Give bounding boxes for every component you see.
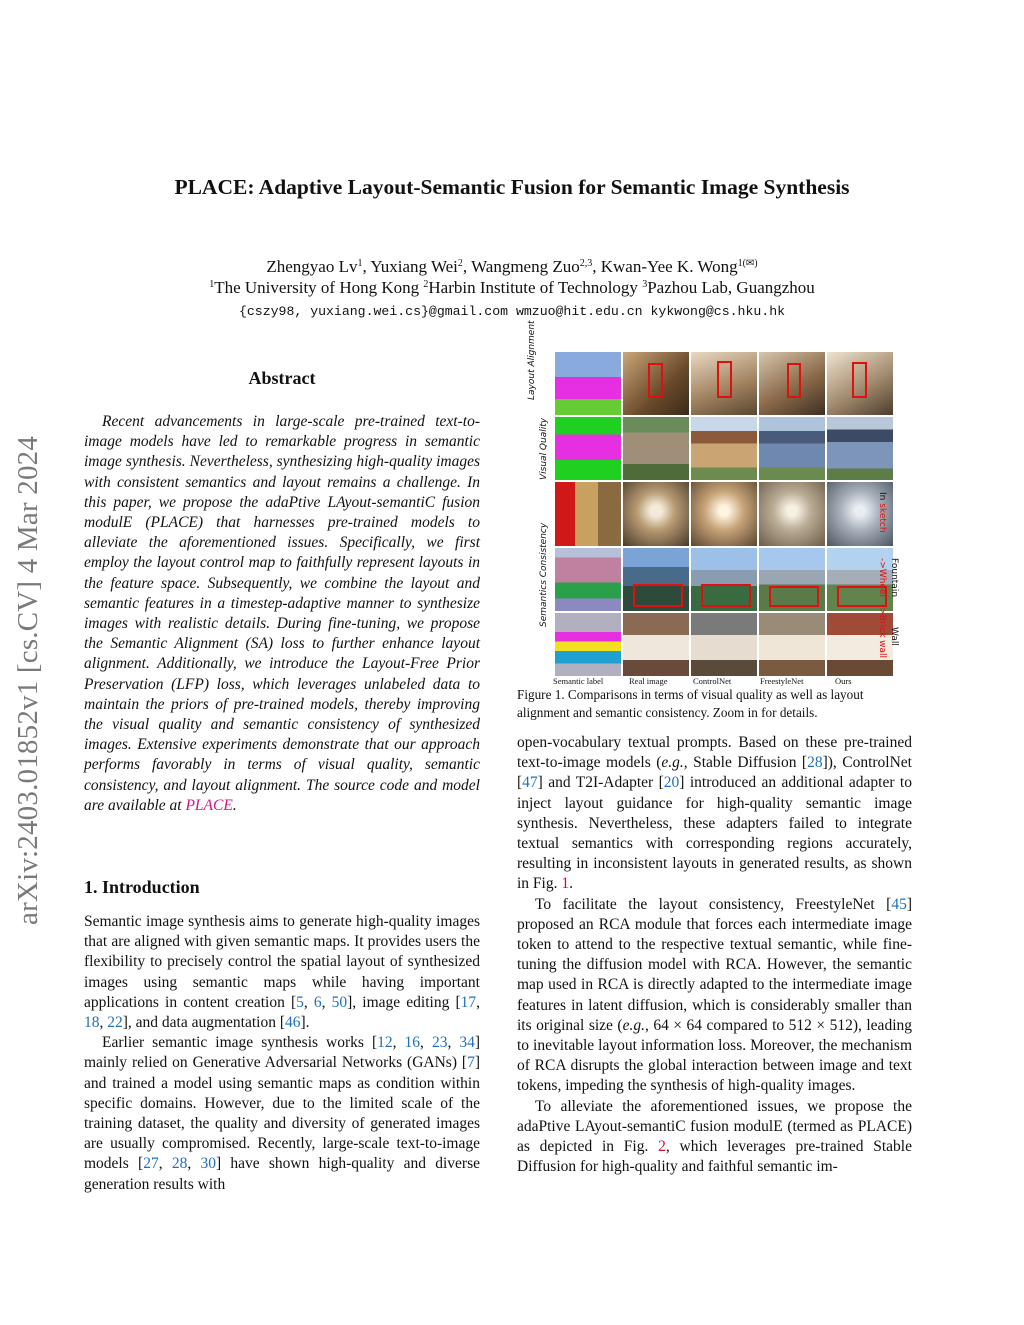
paragraph: Earlier semantic image synthesis works [12, 16, 23, 34] mainly relied on Generative Adversarial Networks (GANs) [7] and trained a model using semantic maps as condition within specific domains. However, due to the limited scale of the training dataset, the quality and diversity of generated images are usually compromised. Recently, large-scale text-to-image models [27, 28, 30] have shown high-quality and diverse generation results with: [84, 1034, 481, 1193]
image-tile: [691, 352, 757, 415]
image-tile: [759, 613, 825, 676]
figure-link[interactable]: 1: [561, 875, 570, 893]
column-label: ControlNet: [693, 676, 732, 686]
paragraph: Semantic image synthesis aims to generate high-quality images that are aligned with given semantic maps. It provides users the flexibility to precisely control the spatial layout of synthesized images using semantic maps while having important applications in content creation [5, 6, 50], image editing [17, 18, 22], and data augmentation [46].: [84, 913, 480, 1032]
paragraph: open-vocabulary textual prompts. Based on these pre-trained text-to-image models (e.g., Stable Diffusion [28]), ControlNet [47] and T2I-Adapter [20] introduced an additional adapter to inject layout guidance for high-quality semantic image synthesis. Nevertheless, these adapters failed to integrate textual semantics with corresponding regions accurately, resulting in inconsistent layouts in generated results, as shown in Fig. 1.: [517, 734, 912, 893]
citation-link[interactable]: 5: [296, 993, 304, 1011]
semantic-map-tile: [555, 417, 621, 480]
edit-label: ->Wheel: [877, 558, 887, 597]
author-emails: {cszy98, yuxiang.wei.cs}@gmail.com wmzuo@hit.edu.cn kykwong@cs.hku.hk: [238, 304, 786, 319]
introduction-body: [84, 912, 480, 1195]
image-tile: [759, 417, 825, 480]
image-tile: [623, 548, 689, 611]
figure-link[interactable]: 2: [658, 1138, 666, 1156]
row-label: Semantics Consistency: [539, 522, 549, 627]
citation-link[interactable]: 27: [143, 1155, 159, 1173]
author-name: Kwan-Yee K. Wong: [600, 257, 738, 276]
row-label: Layout Alignment: [527, 320, 537, 400]
citation-link[interactable]: 46: [285, 1014, 301, 1032]
citation-link[interactable]: 17: [460, 993, 477, 1011]
author-name: Zhengyao Lv: [266, 257, 358, 276]
citation-link[interactable]: 50: [331, 993, 348, 1011]
abstract-body: Recent advancements in large-scale pre-trained text-to-image models have led to remarkable progress in semantic image synthesis. Nevertheless, synthesizing high-quality images with consistent semantics and layout remains a challenge. In this paper, we propose the adaPtive LAyout-semantiC fusion modulE (PLACE) that harnesses pre-trained models to alleviate the aforementioned issues. Specifically, we first employ the layout control map to faithfully represent layouts in the feature space. Subsequently, we combine the layout and semantic features in a timestep-adaptive manner to synthesize images with realistic details. During fine-tuning, we propose the Semantic Alignment (SA) loss to further enhance layout alignment. Additionally, we introduce the Layout-Free Prior Preservation (LFP) loss, which leverages unlabeled data to maintain the priors of pre-trained models, thereby improving the visual quality and semantic consistency of synthesized images. Extensive experiments demonstrate that our approach performs favorably in terms of visual quality, semantic consistency, and layout alignment. The source code and model are available at PLACE.: [84, 413, 480, 814]
image-tile: [827, 417, 893, 480]
citation-link[interactable]: 12: [377, 1034, 393, 1052]
author-name: Wangmeng Zuo: [471, 257, 580, 276]
image-tile: [759, 482, 825, 545]
citation-link[interactable]: 20: [663, 774, 680, 792]
edit-label: Fountain: [889, 558, 899, 598]
comparison-grid: [555, 352, 893, 676]
image-tile: [827, 352, 893, 415]
author-name: Yuxiang Wei: [370, 257, 458, 276]
citation-link[interactable]: 6: [313, 993, 322, 1011]
column-label: Ours: [835, 676, 852, 686]
image-tile: [691, 548, 757, 611]
arxiv-stamp: arXiv:2403.01852v1 [cs.CV] 4 Mar 2024: [12, 435, 44, 925]
edit-label: In sketch: [877, 492, 887, 533]
citation-link[interactable]: 30: [200, 1155, 216, 1173]
citation-link[interactable]: 34: [459, 1034, 475, 1052]
column-label: FreestyleNet: [760, 676, 804, 686]
semantic-map-tile: [555, 613, 621, 676]
citation-link[interactable]: 47: [522, 774, 538, 792]
image-tile: [759, 352, 825, 415]
citation-link[interactable]: 28: [171, 1155, 188, 1173]
paragraph: To alleviate the aforementioned issues, we propose the adaPtive LAyout-semantiC fusion modulE (termed as PLACE) as depicted in Fig. 2, which leverages pre-trained Stable Diffusion for high-quality and faithful semantic im-: [517, 1097, 912, 1176]
figure-caption: Figure 1. Comparisons in terms of visual quality as well as layout alignment and semantic consistency. Zoom in for details.: [517, 687, 864, 720]
column-label: Real image: [629, 676, 668, 686]
citation-link[interactable]: 28: [807, 754, 823, 772]
citation-link[interactable]: 18: [84, 1014, 100, 1032]
edit-label: Wall: [889, 627, 899, 646]
image-tile: [623, 352, 689, 415]
abstract-heading: Abstract: [248, 368, 316, 388]
image-tile: [691, 613, 757, 676]
right-column-body: [517, 733, 912, 1177]
semantic-map-tile: [555, 352, 621, 415]
semantic-map-tile: [555, 548, 621, 611]
paragraph: To facilitate the layout consistency, FreestyleNet [45] proposed an RCA module that forces each intermediate image token to attend to the respective textual semantic, while fine-tuning the diffusion model with RCA. However, the semantic map used in RCA is directly adapted to the intermediate image features in latent diffusion, which is considerably smaller than its original size (e.g., 64 × 64 compared to 512 × 512), leading to inevitable layout information loss. Moreover, the mechanism of RCA disrupts the global interaction between image and text tokens, impeding the synthesis of high-quality images.: [517, 895, 912, 1095]
citation-link[interactable]: 7: [467, 1054, 475, 1072]
image-tile: [623, 613, 689, 676]
author-list: Zhengyao Lv$^1$, Yuxiang Wei$^2$, Wangmeng Zuo$^{2,3}$, Kwan-Yee K. Wong$^{1(✉)}$: [266, 257, 758, 276]
image-tile: [623, 482, 689, 545]
column-label: Semantic label: [553, 676, 604, 686]
paper-title: PLACE: Adaptive Layout-Semantic Fusion for Semantic Image Synthesis: [174, 175, 850, 199]
edit-label: ->Brick wall: [877, 604, 887, 659]
row-label: Visual Quality: [539, 417, 549, 480]
image-tile: [691, 482, 757, 545]
image-tile: [691, 417, 757, 480]
semantic-map-tile: [555, 482, 621, 545]
figure-1: [517, 320, 912, 686]
affiliations: $^1$The University of Hong Kong $^2$Harbin Institute of Technology $^3$Pazhou Lab, Guangzhou: [209, 278, 815, 297]
code-link[interactable]: PLACE: [185, 796, 233, 814]
citation-link[interactable]: 16: [404, 1034, 421, 1052]
citation-link[interactable]: 23: [431, 1034, 448, 1052]
section-heading-introduction: 1. Introduction: [84, 877, 200, 897]
image-tile: [759, 548, 825, 611]
citation-link[interactable]: 22: [107, 1014, 123, 1032]
image-tile: [623, 417, 689, 480]
citation-link[interactable]: 45: [891, 895, 907, 913]
